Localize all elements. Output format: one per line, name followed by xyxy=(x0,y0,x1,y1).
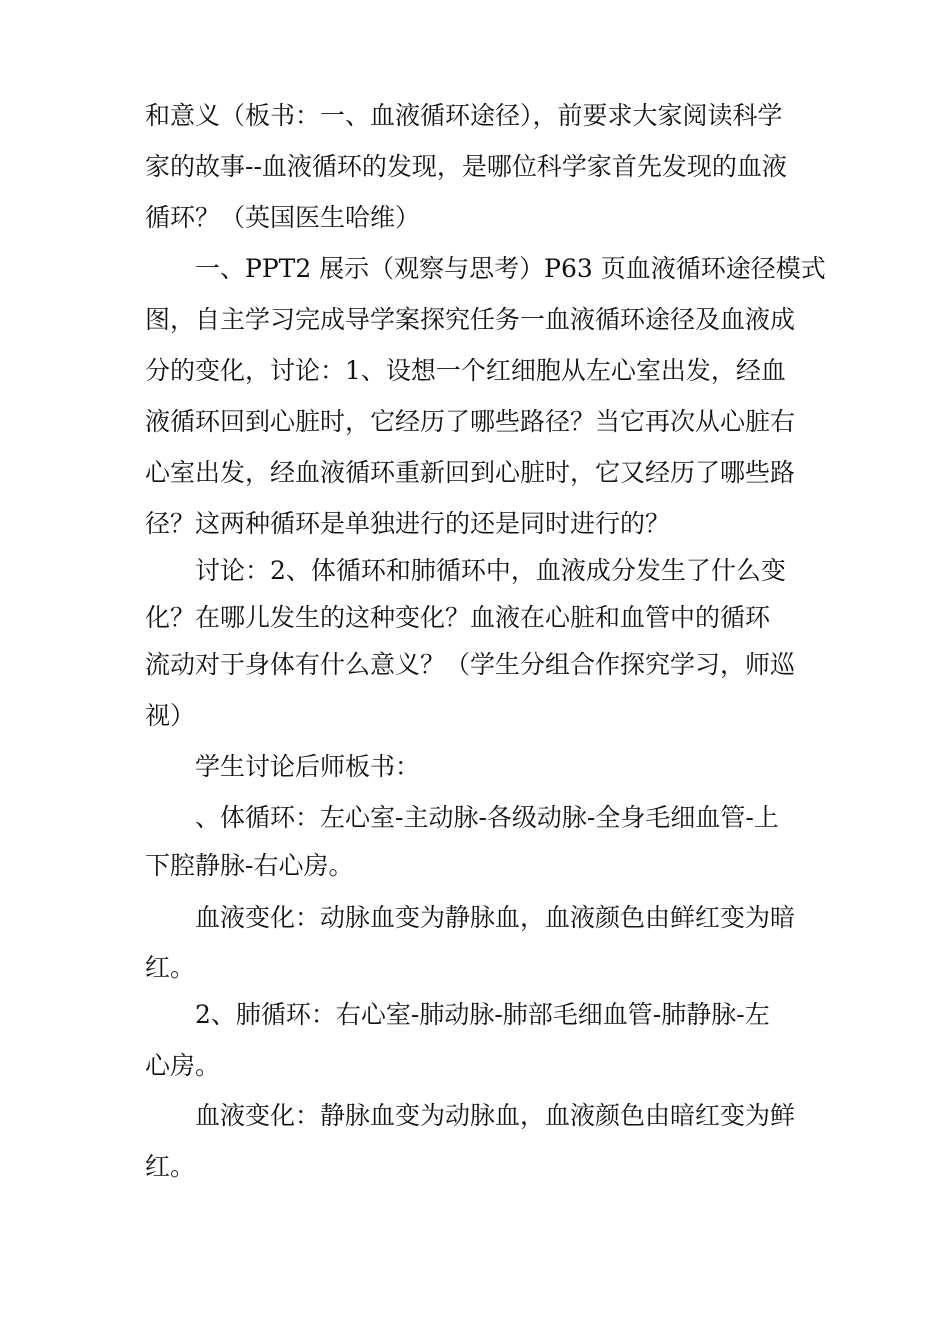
text-line: 红。 xyxy=(145,953,196,982)
text-line: 径？这两种循环是单独进行的还是同时进行的？ xyxy=(145,509,671,538)
text-line: 红。 xyxy=(145,1152,196,1181)
text-line: 下腔静脉-右心房。 xyxy=(145,851,354,880)
text-line: 图，自主学习完成导学案探究任务一血液循环途径及血液成 xyxy=(145,305,796,334)
text-line: 一、PPT2 展示（观察与思考）P63 页血液循环途径模式 xyxy=(145,254,826,283)
text-line: 化？在哪儿发生的这种变化？血液在心脏和血管中的循环 xyxy=(145,603,771,632)
text-line: 心室出发，经血液循环重新回到心脏时，它又经历了哪些路 xyxy=(145,458,796,487)
text-line: 液循环回到心脏时，它经历了哪些路径？当它再次从心脏右 xyxy=(145,407,796,436)
text-line: 、体循环：左心室-主动脉-各级动脉-全身毛细血管-上 xyxy=(145,803,779,832)
text-line: 血液变化：静脉血变为动脉血，血液颜色由暗红变为鲜 xyxy=(145,1101,796,1130)
text-line: 学生讨论后师板书： xyxy=(145,752,421,781)
text-line: 流动对于身体有什么意义？（学生分组合作探究学习，师巡 xyxy=(145,650,796,679)
text-line: 和意义（板书：一、血液循环途径），前要求大家阅读科学 xyxy=(145,101,783,130)
text-line: 血液变化：动脉血变为静脉血，血液颜色由鲜红变为暗 xyxy=(145,903,796,932)
text-line: 心房。 xyxy=(145,1051,221,1080)
text-line: 家的故事--血液循环的发现，是哪位科学家首先发现的血液 xyxy=(145,152,787,181)
text-line: 分的变化，讨论：1、设想一个红细胞从左心室出发，经血 xyxy=(145,356,786,385)
text-line: 视） xyxy=(145,701,196,730)
text-line: 循环？（英国医生哈维） xyxy=(145,203,421,232)
text-line: 2、肺循环：右心室-肺动脉-肺部毛细血管-肺静脉-左 xyxy=(145,1000,770,1029)
text-line: 讨论：2、体循环和肺循环中，血液成分发生了什么变 xyxy=(145,556,786,585)
